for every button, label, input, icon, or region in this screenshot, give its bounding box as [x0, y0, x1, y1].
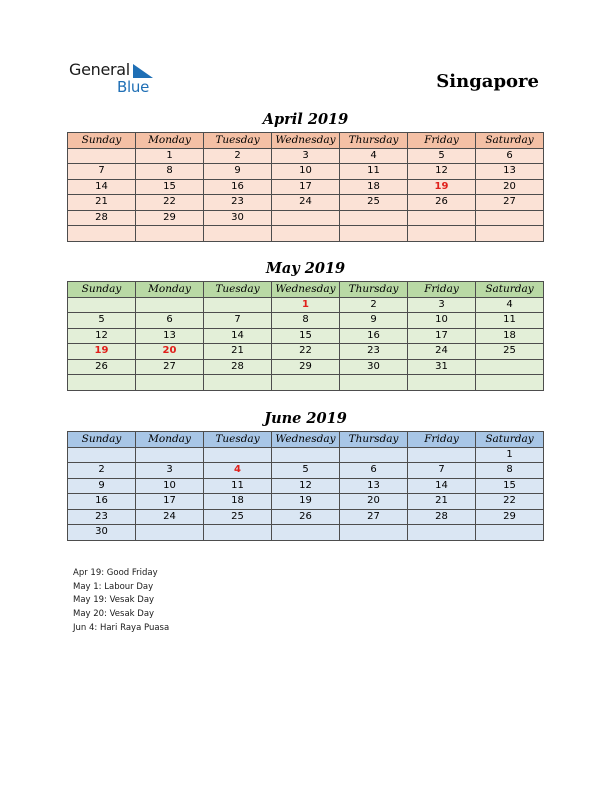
day-cell: [136, 375, 204, 391]
holiday-note: Jun 4: Hari Raya Puasa: [73, 622, 170, 633]
week-row: [68, 463, 544, 479]
day-cell: 5: [68, 313, 136, 329]
weekday-header: Thursday: [340, 432, 408, 448]
month-june: [67, 410, 544, 541]
day-cell: 19: [68, 344, 136, 360]
day-cell: 22: [272, 344, 340, 360]
day-cell: 11: [340, 164, 408, 180]
day-cell: 27: [340, 509, 408, 525]
day-cell: 1: [272, 297, 340, 313]
weekday-header: Friday: [408, 432, 476, 448]
day-cell: 7: [68, 164, 136, 180]
day-cell: 6: [340, 463, 408, 479]
day-cell: 5: [408, 148, 476, 164]
day-cell: 23: [68, 509, 136, 525]
day-cell: 28: [68, 210, 136, 226]
weekday-header: Wednesday: [272, 432, 340, 448]
week-row: [68, 494, 544, 510]
week-row: [68, 328, 544, 344]
day-cell: 19: [408, 179, 476, 195]
weekday-header-row: [68, 432, 544, 448]
day-cell: 4: [476, 297, 544, 313]
day-cell: 18: [340, 179, 408, 195]
weekday-header: Tuesday: [204, 133, 272, 149]
day-cell: 9: [340, 313, 408, 329]
day-cell: 12: [408, 164, 476, 180]
day-cell: 1: [476, 447, 544, 463]
day-cell: 3: [272, 148, 340, 164]
day-cell: [408, 226, 476, 242]
day-cell: 15: [272, 328, 340, 344]
day-cell: 26: [68, 359, 136, 375]
day-cell: 2: [68, 463, 136, 479]
logo: [69, 60, 169, 100]
day-cell: 30: [340, 359, 408, 375]
day-cell: 21: [408, 494, 476, 510]
day-cell: 21: [204, 344, 272, 360]
week-row: [68, 525, 544, 541]
day-cell: 20: [340, 494, 408, 510]
day-cell: 13: [476, 164, 544, 180]
day-cell: 20: [476, 179, 544, 195]
day-cell: 13: [340, 478, 408, 494]
day-cell: [340, 375, 408, 391]
day-cell: 27: [476, 195, 544, 211]
week-row: [68, 297, 544, 313]
day-cell: 25: [476, 344, 544, 360]
day-cell: [476, 210, 544, 226]
day-cell: 24: [272, 195, 340, 211]
weekday-header: Monday: [136, 432, 204, 448]
logo-text-blue: Blue: [117, 78, 149, 96]
day-cell: 17: [272, 179, 340, 195]
day-cell: 24: [136, 509, 204, 525]
weekday-header: Sunday: [68, 133, 136, 149]
day-cell: [68, 226, 136, 242]
week-row: [68, 375, 544, 391]
day-cell: 22: [476, 494, 544, 510]
holiday-note: May 20: Vesak Day: [73, 609, 155, 620]
day-cell: 14: [204, 328, 272, 344]
weekday-header: Friday: [408, 282, 476, 298]
week-row: [68, 226, 544, 242]
day-cell: 6: [476, 148, 544, 164]
day-cell: [476, 359, 544, 375]
holiday-notes: [73, 567, 169, 636]
month-april: [67, 111, 544, 242]
day-cell: 26: [272, 509, 340, 525]
week-row: [68, 509, 544, 525]
day-cell: 26: [408, 195, 476, 211]
day-cell: [272, 375, 340, 391]
day-cell: [204, 447, 272, 463]
calendar-table: [67, 431, 544, 541]
weekday-header: Saturday: [476, 432, 544, 448]
week-row: [68, 195, 544, 211]
day-cell: 29: [136, 210, 204, 226]
day-cell: 2: [204, 148, 272, 164]
day-cell: 28: [408, 509, 476, 525]
day-cell: [204, 525, 272, 541]
day-cell: [408, 525, 476, 541]
day-cell: 7: [204, 313, 272, 329]
day-cell: 8: [476, 463, 544, 479]
country-title: Singapore: [436, 71, 539, 92]
week-row: [68, 210, 544, 226]
weekday-header: Wednesday: [272, 133, 340, 149]
week-row: [68, 313, 544, 329]
day-cell: [272, 226, 340, 242]
day-cell: 4: [340, 148, 408, 164]
day-cell: 16: [204, 179, 272, 195]
holiday-note: Apr 19: Good Friday: [73, 568, 158, 578]
weekday-header: Tuesday: [204, 432, 272, 448]
day-cell: [340, 525, 408, 541]
day-cell: [204, 226, 272, 242]
day-cell: 23: [340, 344, 408, 360]
day-cell: 6: [136, 313, 204, 329]
week-row: [68, 179, 544, 195]
day-cell: 14: [408, 478, 476, 494]
day-cell: [272, 525, 340, 541]
week-row: [68, 359, 544, 375]
week-row: [68, 164, 544, 180]
calendar-table: [67, 281, 544, 391]
day-cell: [476, 525, 544, 541]
day-cell: 21: [68, 195, 136, 211]
weekday-header: Thursday: [340, 133, 408, 149]
weekday-header: Wednesday: [272, 282, 340, 298]
day-cell: 5: [272, 463, 340, 479]
day-cell: [68, 148, 136, 164]
day-cell: 14: [68, 179, 136, 195]
day-cell: 2: [340, 297, 408, 313]
logo-text-general: General: [69, 60, 130, 79]
day-cell: 22: [136, 195, 204, 211]
weekday-header-row: [68, 133, 544, 149]
day-cell: [272, 447, 340, 463]
week-row: [68, 447, 544, 463]
day-cell: 7: [408, 463, 476, 479]
weekday-header: Monday: [136, 282, 204, 298]
day-cell: [136, 525, 204, 541]
day-cell: 20: [136, 344, 204, 360]
day-cell: 12: [272, 478, 340, 494]
day-cell: 29: [272, 359, 340, 375]
day-cell: [340, 210, 408, 226]
weekday-header: Sunday: [68, 432, 136, 448]
weekday-header: Saturday: [476, 282, 544, 298]
day-cell: 11: [204, 478, 272, 494]
week-row: [68, 478, 544, 494]
day-cell: [408, 447, 476, 463]
day-cell: 4: [204, 463, 272, 479]
day-cell: 23: [204, 195, 272, 211]
day-cell: 30: [204, 210, 272, 226]
month-title: June 2019: [264, 410, 347, 427]
day-cell: [476, 375, 544, 391]
weekday-header: Saturday: [476, 133, 544, 149]
day-cell: 30: [68, 525, 136, 541]
day-cell: [204, 375, 272, 391]
day-cell: 25: [204, 509, 272, 525]
day-cell: 13: [136, 328, 204, 344]
day-cell: 12: [68, 328, 136, 344]
day-cell: [68, 297, 136, 313]
day-cell: 8: [272, 313, 340, 329]
weekday-header: Thursday: [340, 282, 408, 298]
day-cell: 10: [272, 164, 340, 180]
day-cell: [476, 226, 544, 242]
day-cell: 19: [272, 494, 340, 510]
day-cell: 27: [136, 359, 204, 375]
day-cell: 31: [408, 359, 476, 375]
day-cell: [136, 447, 204, 463]
day-cell: 11: [476, 313, 544, 329]
month-title: April 2019: [262, 111, 349, 128]
day-cell: [136, 297, 204, 313]
weekday-header: Tuesday: [204, 282, 272, 298]
day-cell: [68, 447, 136, 463]
day-cell: [408, 210, 476, 226]
week-row: [68, 148, 544, 164]
day-cell: [136, 226, 204, 242]
day-cell: [408, 375, 476, 391]
day-cell: 10: [408, 313, 476, 329]
day-cell: 15: [136, 179, 204, 195]
weekday-header: Friday: [408, 133, 476, 149]
day-cell: 3: [408, 297, 476, 313]
day-cell: 3: [136, 463, 204, 479]
logo-triangle-icon: [133, 64, 153, 78]
day-cell: 24: [408, 344, 476, 360]
day-cell: 18: [204, 494, 272, 510]
week-row: [68, 344, 544, 360]
weekday-header: Sunday: [68, 282, 136, 298]
day-cell: [340, 226, 408, 242]
day-cell: 17: [136, 494, 204, 510]
holiday-note: May 1: Labour Day: [73, 581, 154, 592]
day-cell: [204, 297, 272, 313]
day-cell: [272, 210, 340, 226]
day-cell: 16: [68, 494, 136, 510]
day-cell: 29: [476, 509, 544, 525]
day-cell: [68, 375, 136, 391]
day-cell: [340, 447, 408, 463]
day-cell: 25: [340, 195, 408, 211]
month-may: [67, 260, 544, 391]
day-cell: 16: [340, 328, 408, 344]
calendar-table: [67, 132, 544, 242]
day-cell: 17: [408, 328, 476, 344]
day-cell: 9: [68, 478, 136, 494]
day-cell: 8: [136, 164, 204, 180]
holiday-note: May 19: Vesak Day: [73, 595, 155, 606]
day-cell: 15: [476, 478, 544, 494]
weekday-header-row: [68, 282, 544, 298]
day-cell: 28: [204, 359, 272, 375]
day-cell: 18: [476, 328, 544, 344]
day-cell: 1: [136, 148, 204, 164]
weekday-header: Monday: [136, 133, 204, 149]
day-cell: 10: [136, 478, 204, 494]
month-title: May 2019: [265, 260, 346, 277]
day-cell: 9: [204, 164, 272, 180]
